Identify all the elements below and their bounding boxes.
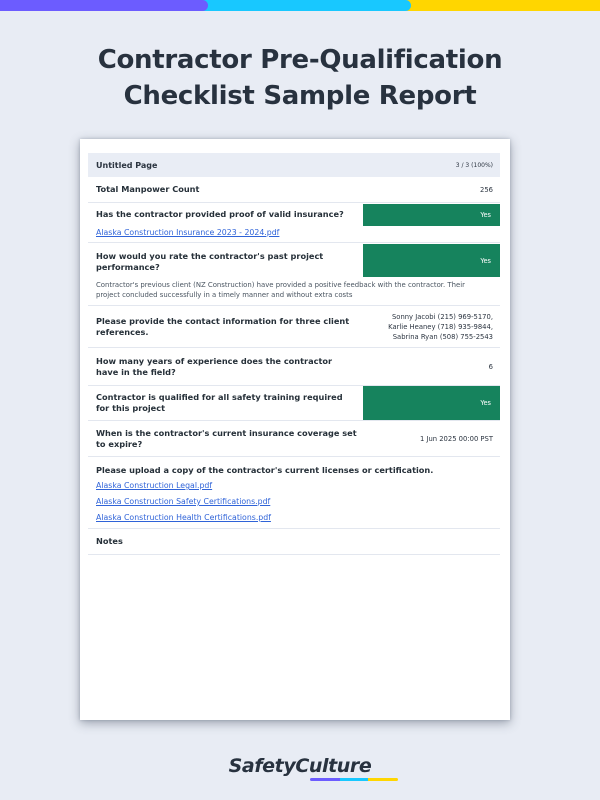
question-row-safety-training xyxy=(88,386,500,421)
brand-color-stripe xyxy=(0,0,600,11)
attachment-link[interactable]: Alaska Construction Legal.pdf xyxy=(96,481,213,490)
attachment-link[interactable]: Alaska Construction Safety Certifications.pdf xyxy=(96,497,271,506)
page-title-line-1: Contractor Pre-Qualification xyxy=(97,45,503,75)
answer-value: 6 xyxy=(488,362,493,371)
contact-line: Sabrina Ryan (508) 755-2543 xyxy=(392,332,493,341)
logo-text: SafetyCulture xyxy=(228,755,372,777)
question-label: How would you rate the contractor's past project performance? xyxy=(96,251,324,272)
question-row-notes xyxy=(88,529,500,555)
stripe-purple xyxy=(0,0,208,11)
question-row-insurance-expiry xyxy=(88,421,500,457)
question-row-licenses xyxy=(88,457,500,529)
question-label: Contractor is qualified for all safety training required for this project xyxy=(96,392,343,413)
answer-yes-badge: Yes xyxy=(363,386,500,420)
attachment-link[interactable]: Alaska Construction Insurance 2023 - 2024.pdf xyxy=(96,228,280,237)
report-content xyxy=(88,153,500,555)
question-row-client-references xyxy=(88,306,500,348)
question-label: Total Manpower Count xyxy=(96,184,200,194)
contact-line: Sonny Jacobi (215) 969-5170, xyxy=(391,312,493,321)
question-label: Please provide the contact information for three client references. xyxy=(96,315,350,337)
answer-contacts xyxy=(388,312,500,342)
question-label: Has the contractor provided proof of valid insurance? xyxy=(96,209,344,219)
question-row-experience xyxy=(88,348,500,386)
page-title xyxy=(0,42,600,114)
answer-yes-badge: Yes xyxy=(363,244,500,277)
logo-underline-stripe xyxy=(310,778,398,781)
contact-line: Karlie Heaney (718) 935-9844, xyxy=(388,322,493,331)
question-row-insurance xyxy=(88,203,500,243)
question-row-past-performance xyxy=(88,243,500,306)
answer-note: Contractor's previous client (NZ Construction) have provided a positive feedback with the contractor. Their project concluded successfully in a timely manner and without extra costs xyxy=(96,281,465,299)
section-title: Untitled Page xyxy=(96,160,158,170)
section-progress: 3 / 3 (100%) xyxy=(455,161,493,169)
answer-yes-badge: Yes xyxy=(363,204,500,226)
question-label: Notes xyxy=(96,536,123,546)
question-label: When is the contractor's current insurance coverage set to expire? xyxy=(96,427,357,449)
question-row-manpower xyxy=(88,177,500,203)
safetyculture-logo xyxy=(0,755,600,777)
question-label: How many years of experience does the contractor have in the field? xyxy=(96,355,333,377)
answer-datetime: 1 Jun 2025 00:00 PST xyxy=(419,434,493,443)
attachment-link[interactable]: Alaska Construction Health Certifications.pdf xyxy=(96,513,271,522)
logo-wordmark xyxy=(229,755,372,777)
page-title-line-2: Checklist Sample Report xyxy=(123,81,477,111)
question-label: Please upload a copy of the contractor's current licenses or certification. xyxy=(96,465,434,475)
section-header xyxy=(88,153,500,177)
answer-value: 256 xyxy=(480,185,493,194)
report-preview-card xyxy=(80,139,510,720)
